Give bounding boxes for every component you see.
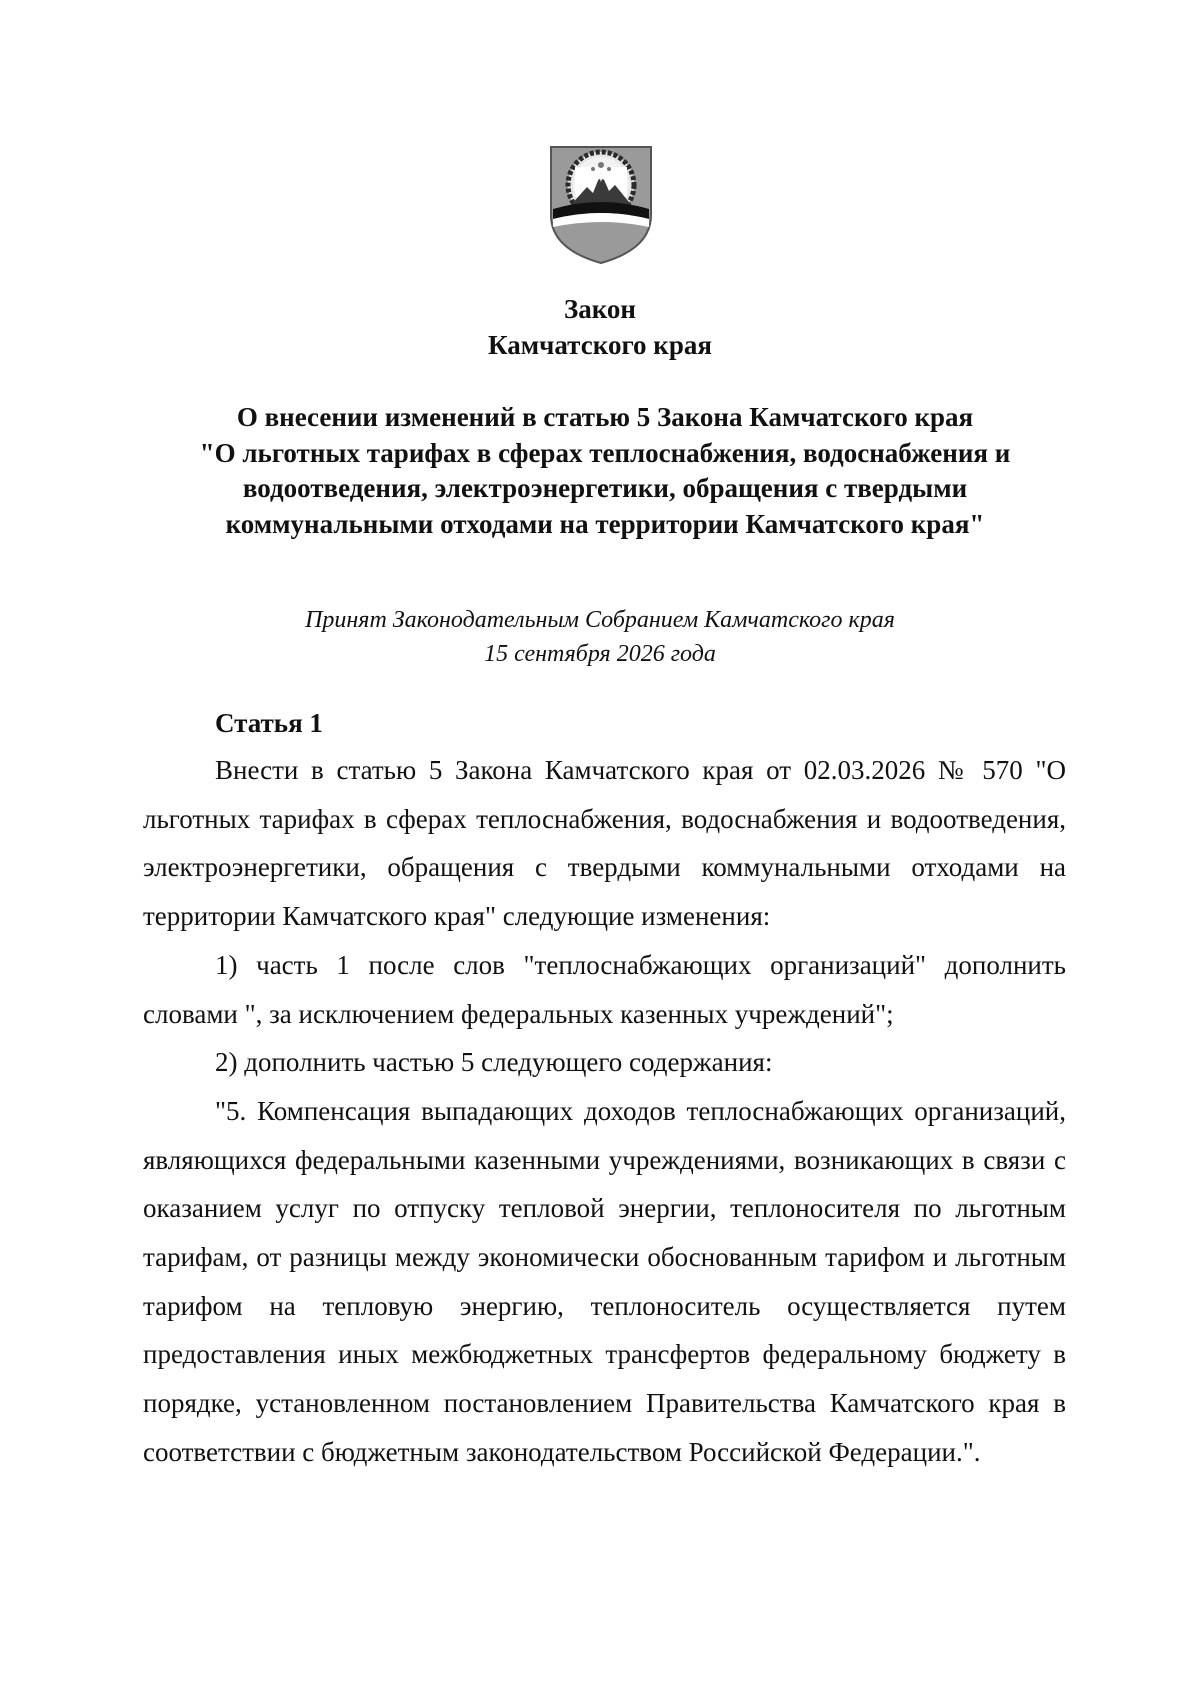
law-label: Закон — [563, 294, 636, 324]
subject-line: "О льготных тарифах в сферах теплоснабжения, водоснабжения и — [199, 437, 1011, 468]
subject-line: коммунальными отходами на территории Камчатского края" — [225, 508, 985, 539]
adoption-date: 15 сентября 2026 года — [484, 641, 716, 667]
law-subject — [130, 400, 1080, 542]
article-paragraph: "5. Компенсация выпадающих доходов теплоснабжающих организаций, являющихся федеральными казенными учреждениями, возникающих в связи с оказанием услуг по отпуску тепловой энергии, теплоносителя по льготным тарифам, от разницы между экономически обоснованным тарифом и льготным тарифом на тепловую энергию, теплоноситель осуществляется путем предоставления иных межбюджетных трансфертов федеральному бюджету в порядке, установленном постановлением Правительства Камчатского края в соответствии с бюджетным законодательством Российской Федерации.". — [143, 1095, 1066, 1467]
article-paragraph: 2) дополнить частью 5 следующего содержания: — [215, 1047, 773, 1078]
article-paragraph: 1) часть 1 после слов "теплоснабжающих организаций" дополнить словами ", за исключением федеральных казенных учреждений"; — [143, 949, 1066, 1029]
subject-line: О внесении изменений в статью 5 Закона Камчатского края — [236, 402, 974, 432]
adoption-note — [0, 603, 1200, 671]
law-title — [0, 291, 1200, 363]
article-paragraph: Внести в статью 5 Закона Камчатского края от 02.03.2026 № 570 "О льготных тарифах в сферах теплоснабжения, водоснабжения и водоотведения, электроэнергетики, обращения с твердыми коммунальными отходами на территории Камчатского края" следующие изменения: — [143, 755, 1066, 932]
article-heading: Статья 1 — [215, 708, 323, 738]
adoption-body: Принят Законодательным Собранием Камчатского края — [305, 607, 895, 633]
subject-line: водоотведения, электроэнергетики, обращения с твердыми — [242, 473, 968, 503]
kamchatka-coat-of-arms-icon — [549, 145, 653, 265]
article-body — [143, 746, 1066, 1477]
region-label: Камчатского края — [488, 330, 712, 360]
coat-of-arms-emblem — [549, 145, 653, 265]
